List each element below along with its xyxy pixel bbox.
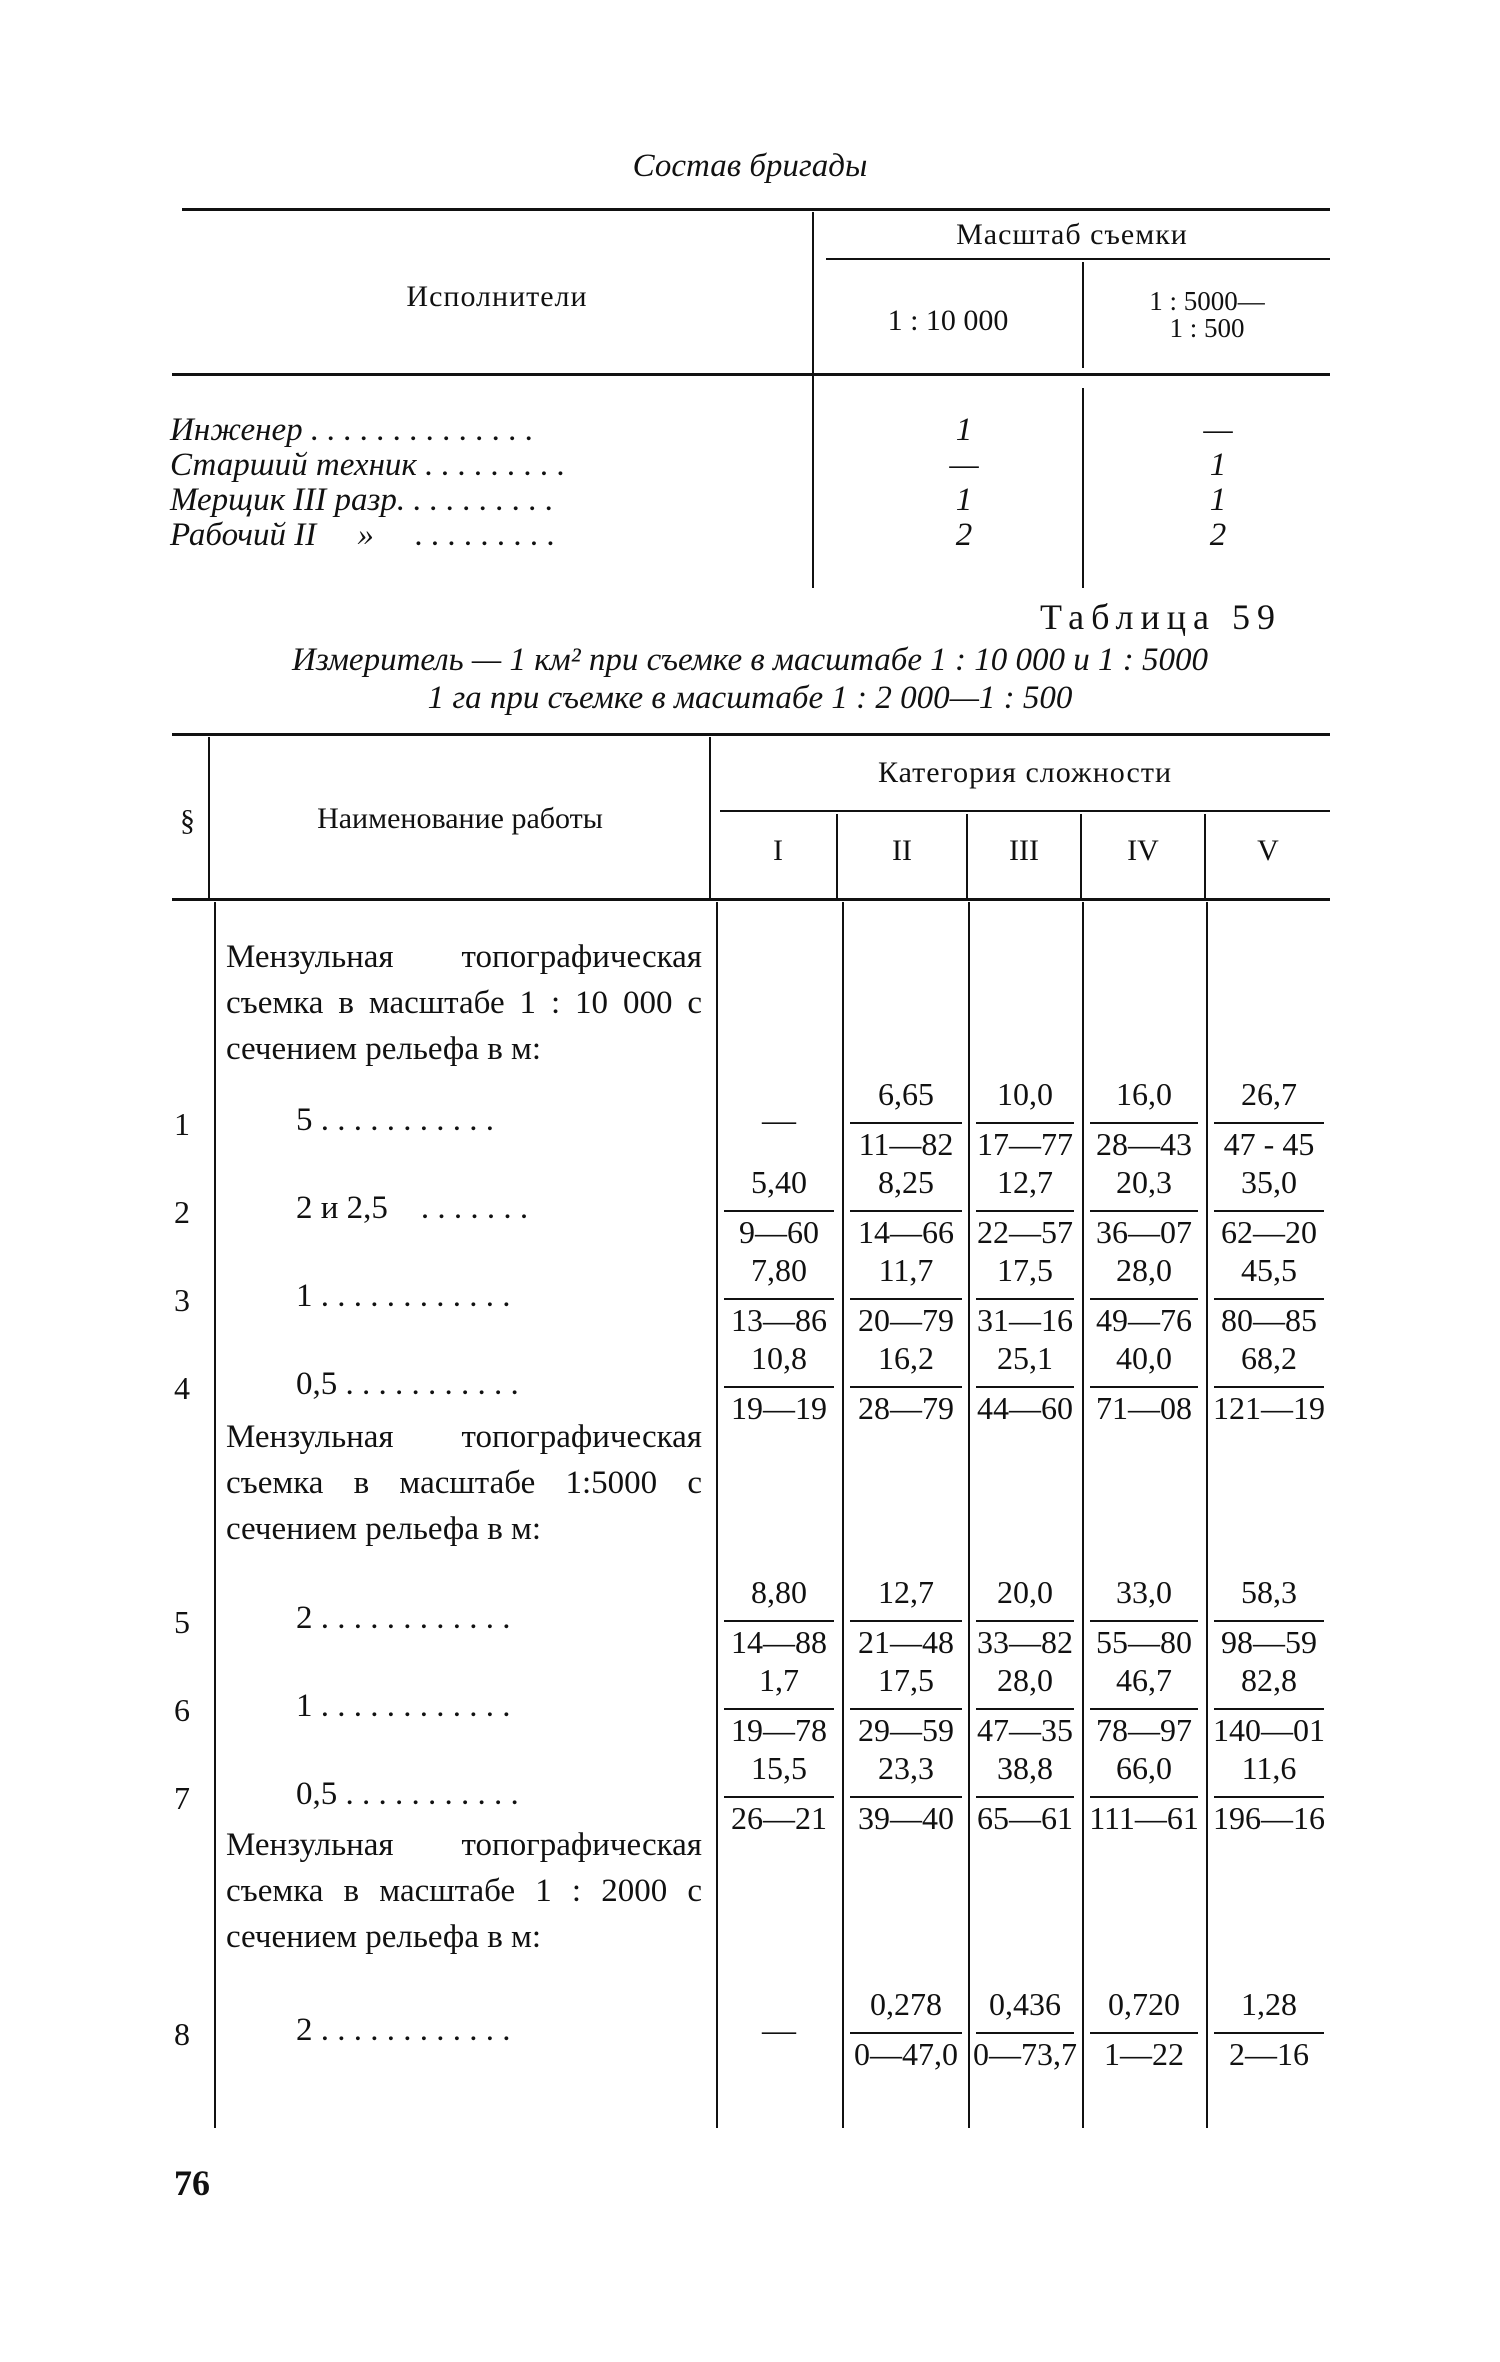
cell-norm-value: 23,3 [878, 1750, 934, 1786]
cell-price-value: 98—59 [1221, 1624, 1317, 1660]
row-label: 2 и 2,5 . . . . . . . [296, 1190, 529, 1226]
cell-norm-value: 20,3 [1116, 1164, 1172, 1200]
roster-divider-2b [1082, 388, 1084, 588]
fraction-bar [1214, 1122, 1324, 1124]
cell-norm-value: 8,25 [878, 1164, 934, 1200]
cell-value [970, 1664, 1080, 1746]
roster-row-label: Рабочий II » . . . . . . . . . [170, 517, 556, 553]
cell-price-value: 65—61 [977, 1800, 1073, 1836]
roster-row-label: Инженер . . . . . . . . . . . . . . [170, 412, 534, 448]
cell-norm-value: 28,0 [1116, 1252, 1172, 1288]
cell-price-value: 21—48 [858, 1624, 954, 1660]
roster-col2-line2: 1 : 500 [1169, 313, 1245, 343]
fraction-bar [1214, 1386, 1324, 1388]
table-category-rule [720, 810, 1330, 812]
roster-row-label: Старший техник . . . . . . . . . [170, 447, 566, 483]
cell-value [718, 1664, 840, 1746]
fraction-bar [976, 1796, 1074, 1798]
cell-value [844, 1254, 968, 1336]
fraction-bar [1090, 1796, 1198, 1798]
row-number: 2 [174, 1194, 190, 1230]
cell-price-value: 78—97 [1096, 1712, 1192, 1748]
cell-price-value: 140—01 [1213, 1712, 1325, 1748]
roster-value: 1 [1209, 447, 1227, 483]
fraction-bar [724, 1386, 834, 1388]
fraction-bar [850, 2032, 962, 2034]
cell-norm-value: 5,40 [751, 1164, 807, 1200]
table-vrule-section-body [214, 902, 216, 2128]
cell-price-value: 14—88 [731, 1624, 827, 1660]
cell-value [1208, 1342, 1330, 1424]
header-cat-1: I [773, 834, 783, 867]
cell-price-value: 14—66 [858, 1214, 954, 1250]
row-number: 6 [174, 1692, 190, 1728]
cell-value [1208, 1664, 1330, 1746]
cell-price-value: 196—16 [1213, 1800, 1325, 1836]
cell-value [1084, 1664, 1204, 1746]
cell-norm-value: 25,1 [997, 1340, 1053, 1376]
row-label: 2 . . . . . . . . . . . . [296, 2012, 511, 2048]
cell-price-value: 39—40 [858, 1800, 954, 1836]
fraction-bar [724, 1796, 834, 1798]
fraction-bar [724, 1210, 834, 1212]
header-category: Категория сложности [877, 756, 1173, 789]
cell-norm-value: 11,6 [1241, 1750, 1297, 1786]
cell-price-value: 1—22 [1104, 2036, 1184, 2072]
roster-col2-header [1084, 288, 1330, 342]
header-name: Наименование работы [317, 802, 603, 835]
cell-price-value: 33—82 [977, 1624, 1073, 1660]
cell-norm-value: 0,436 [989, 1986, 1061, 2022]
cell-value [718, 1752, 840, 1834]
roster-divider-1 [812, 212, 814, 588]
cell-value [970, 1576, 1080, 1658]
cell-price-value: 11—82 [858, 1126, 954, 1162]
cell-price-value: 19—78 [731, 1712, 827, 1748]
roster-col2-line1: 1 : 5000— [1149, 286, 1265, 316]
cell-value [970, 1254, 1080, 1336]
fraction-bar [850, 1620, 962, 1622]
cell-value [844, 1752, 968, 1834]
cell-value [718, 1254, 840, 1336]
fraction-bar [1090, 1708, 1198, 1710]
cell-norm-value: 8,80 [751, 1574, 807, 1610]
roster-scale-rule [826, 258, 1330, 260]
fraction-bar [1090, 1210, 1198, 1212]
cell-price-value: 36—07 [1096, 1214, 1192, 1250]
cell-norm-value: 16,0 [1116, 1076, 1172, 1112]
cell-price-value: 17—77 [977, 1126, 1073, 1162]
fraction-bar [1214, 1210, 1324, 1212]
cell-value [844, 1664, 968, 1746]
cell-value [1208, 1166, 1330, 1248]
fraction-bar [850, 1386, 962, 1388]
cell-price-value: 111—61 [1089, 1800, 1199, 1836]
cell-value [1084, 1342, 1204, 1424]
row-number: 1 [174, 1106, 190, 1142]
table-header-rule [172, 898, 1330, 901]
fraction-bar [850, 1298, 962, 1300]
cell-value [970, 1752, 1080, 1834]
cell-norm-value: 0,720 [1108, 1986, 1180, 2022]
cell-price-value: 47—35 [977, 1712, 1073, 1748]
cell-norm-value: 68,2 [1241, 1340, 1297, 1376]
cell-value [1084, 1752, 1204, 1834]
cell-value [1084, 1078, 1204, 1160]
cell-price-value: 80—85 [1221, 1302, 1317, 1338]
cell-norm-value: 46,7 [1116, 1662, 1172, 1698]
cell-norm-value: 45,5 [1241, 1252, 1297, 1288]
cell-norm-value: 1,28 [1241, 1986, 1297, 2022]
row-number: 3 [174, 1282, 190, 1318]
roster-value: 1 [1209, 482, 1227, 518]
cell-dash: — [762, 2012, 796, 2049]
cell-value [1208, 1078, 1330, 1160]
fraction-bar [1090, 1386, 1198, 1388]
cell-value [1084, 1576, 1204, 1658]
group-description: Мензульная топографическая съемка в масштабе 1:5000 с сечением рельефа в м: [226, 1419, 702, 1547]
cell-norm-value: 28,0 [997, 1662, 1053, 1698]
header-cat-4: IV [1127, 834, 1159, 867]
roster-value: 1 [955, 412, 973, 448]
fraction-bar [1214, 1796, 1324, 1798]
cell-value [1208, 1254, 1330, 1336]
fraction-bar [976, 1298, 1074, 1300]
cell-norm-value: 10,0 [997, 1076, 1053, 1112]
cell-price-value: 49—76 [1096, 1302, 1192, 1338]
roster-header-performers: Исполнители [406, 280, 588, 313]
cell-value [1208, 1988, 1330, 2070]
row-label: 0,5 . . . . . . . . . . . [296, 1366, 519, 1402]
cell-value [844, 1988, 968, 2070]
row-label: 1 . . . . . . . . . . . . [296, 1688, 511, 1724]
row-label: 5 . . . . . . . . . . . [296, 1102, 494, 1138]
fraction-bar [1090, 1298, 1198, 1300]
row-label: 2 . . . . . . . . . . . . [296, 1600, 511, 1636]
cell-norm-value: 17,5 [878, 1662, 934, 1698]
cell-norm-value: 35,0 [1241, 1164, 1297, 1200]
cell-norm-value: 0,278 [870, 1986, 942, 2022]
cell-value [1208, 1752, 1330, 1834]
table-vrule-name-body [716, 902, 718, 2128]
row-number: 5 [174, 1604, 190, 1640]
row-label: 1 . . . . . . . . . . . . [296, 1278, 511, 1314]
cell-value [970, 1078, 1080, 1160]
row-number: 4 [174, 1370, 190, 1406]
roster-value: 1 [955, 482, 973, 518]
cell-price-value: 2—16 [1229, 2036, 1309, 2072]
roster-col1-header: 1 : 10 000 [887, 304, 1009, 337]
cell-norm-value: 17,5 [997, 1252, 1053, 1288]
table-number: Таблица 59 [1040, 597, 1282, 637]
fraction-bar [976, 1620, 1074, 1622]
cell-price-value: 13—86 [731, 1302, 827, 1338]
fraction-bar [724, 1298, 834, 1300]
cell-norm-value: 15,5 [751, 1750, 807, 1786]
cell-norm-value: 12,7 [997, 1164, 1053, 1200]
row-label: 0,5 . . . . . . . . . . . [296, 1776, 519, 1812]
cell-norm-value: 16,2 [878, 1340, 934, 1376]
roster-header-scale: Масштаб съемки [956, 218, 1188, 251]
cell-price-value: 22—57 [977, 1214, 1073, 1250]
fraction-bar [850, 1796, 962, 1798]
cell-norm-value: 26,7 [1241, 1076, 1297, 1112]
roster-value: 2 [1209, 517, 1227, 553]
roster-value: 2 [955, 517, 973, 553]
cell-price-value: 62—20 [1221, 1214, 1317, 1250]
cell-norm-value: 82,8 [1241, 1662, 1297, 1698]
cell-norm-value: 20,0 [997, 1574, 1053, 1610]
cell-price-value: 44—60 [977, 1390, 1073, 1426]
roster-title: Состав бригады [632, 148, 868, 184]
page-number: 76 [174, 2163, 210, 2203]
cell-value [718, 1166, 840, 1248]
cell-value [1084, 1988, 1204, 2070]
cell-price-value: 71—08 [1096, 1390, 1192, 1426]
table-subtitle-2: 1 га при съемке в масштабе 1 : 2 000—1 : 500 [427, 680, 1073, 716]
row-number: 7 [174, 1780, 190, 1816]
cell-norm-value: 1,7 [759, 1662, 799, 1698]
table-top-rule [172, 733, 1330, 736]
cell-value [970, 1988, 1080, 2070]
fraction-bar [1090, 2032, 1198, 2034]
cell-value [844, 1576, 968, 1658]
fraction-bar [976, 1708, 1074, 1710]
roster-header-rule [172, 373, 1330, 376]
cell-price-value: 29—59 [858, 1712, 954, 1748]
fraction-bar [1090, 1122, 1198, 1124]
fraction-bar [1090, 1620, 1198, 1622]
fraction-bar [1214, 2032, 1324, 2034]
cell-dash: — [762, 1102, 796, 1139]
cell-norm-value: 12,7 [878, 1574, 934, 1610]
cell-value [970, 1342, 1080, 1424]
fraction-bar [1214, 1708, 1324, 1710]
cell-norm-value: 10,8 [751, 1340, 807, 1376]
fraction-bar [1214, 1620, 1324, 1622]
cell-price-value: 26—21 [731, 1800, 827, 1836]
roster-value: — [1203, 412, 1233, 448]
fraction-bar [976, 1386, 1074, 1388]
roster-top-rule [182, 208, 1330, 211]
header-section: § [180, 804, 195, 837]
cell-norm-value: 6,65 [878, 1076, 934, 1112]
fraction-bar [724, 1708, 834, 1710]
fraction-bar [976, 2032, 1074, 2034]
cell-norm-value: 7,80 [751, 1252, 807, 1288]
cell-norm-value: 58,3 [1241, 1574, 1297, 1610]
cell-norm-value: 11,7 [878, 1252, 934, 1288]
cell-price-value: 9—60 [739, 1214, 819, 1250]
fraction-bar [1214, 1298, 1324, 1300]
fraction-bar [976, 1210, 1074, 1212]
cell-price-value: 31—16 [977, 1302, 1073, 1338]
fraction-bar [850, 1122, 962, 1124]
cell-value [1208, 1576, 1330, 1658]
cell-value [1084, 1254, 1204, 1336]
cell-value [844, 1166, 968, 1248]
cell-price-value: 28—43 [1096, 1126, 1192, 1162]
cell-price-value: 20—79 [858, 1302, 954, 1338]
cell-norm-value: 66,0 [1116, 1750, 1172, 1786]
fraction-bar [976, 1122, 1074, 1124]
cell-price-value: 19—19 [731, 1390, 827, 1426]
header-cat-2: II [892, 834, 912, 867]
cell-price-value: 0—47,0 [854, 2036, 958, 2072]
cell-value [970, 1166, 1080, 1248]
header-cat-5: V [1257, 834, 1279, 867]
cell-value [1084, 1166, 1204, 1248]
cell-value [718, 1342, 840, 1424]
cell-norm-value: 33,0 [1116, 1574, 1172, 1610]
fraction-bar [850, 1210, 962, 1212]
cell-price-value: 28—79 [858, 1390, 954, 1426]
cell-price-value: 0—73,7 [973, 2036, 1077, 2072]
header-cat-3: III [1009, 834, 1039, 867]
cell-norm-value: 40,0 [1116, 1340, 1172, 1376]
roster-row-label: Мерщик III разр. . . . . . . . . . [170, 482, 554, 518]
cell-value [844, 1342, 968, 1424]
cell-price-value: 121—19 [1213, 1390, 1325, 1426]
fraction-bar [850, 1708, 962, 1710]
fraction-bar [724, 1620, 834, 1622]
table-subtitle-1: Измеритель — 1 км² при съемке в масштабе 1 : 10 000 и 1 : 5000 [291, 642, 1209, 678]
cell-price-value: 55—80 [1096, 1624, 1192, 1660]
cell-price-value: 47 - 45 [1223, 1126, 1315, 1162]
roster-value: — [949, 447, 979, 483]
group-description: Мензульная топографическая съемка в масштабе 1 : 2000 с сечением рельефа в м: [226, 1827, 702, 1955]
cell-value [844, 1078, 968, 1160]
row-number: 8 [174, 2016, 190, 2052]
cell-value [718, 1576, 840, 1658]
group-description: Мензульная топографическая съемка в масштабе 1 : 10 000 с сечением рельефа в м: [226, 939, 702, 1067]
cell-norm-value: 38,8 [997, 1750, 1053, 1786]
